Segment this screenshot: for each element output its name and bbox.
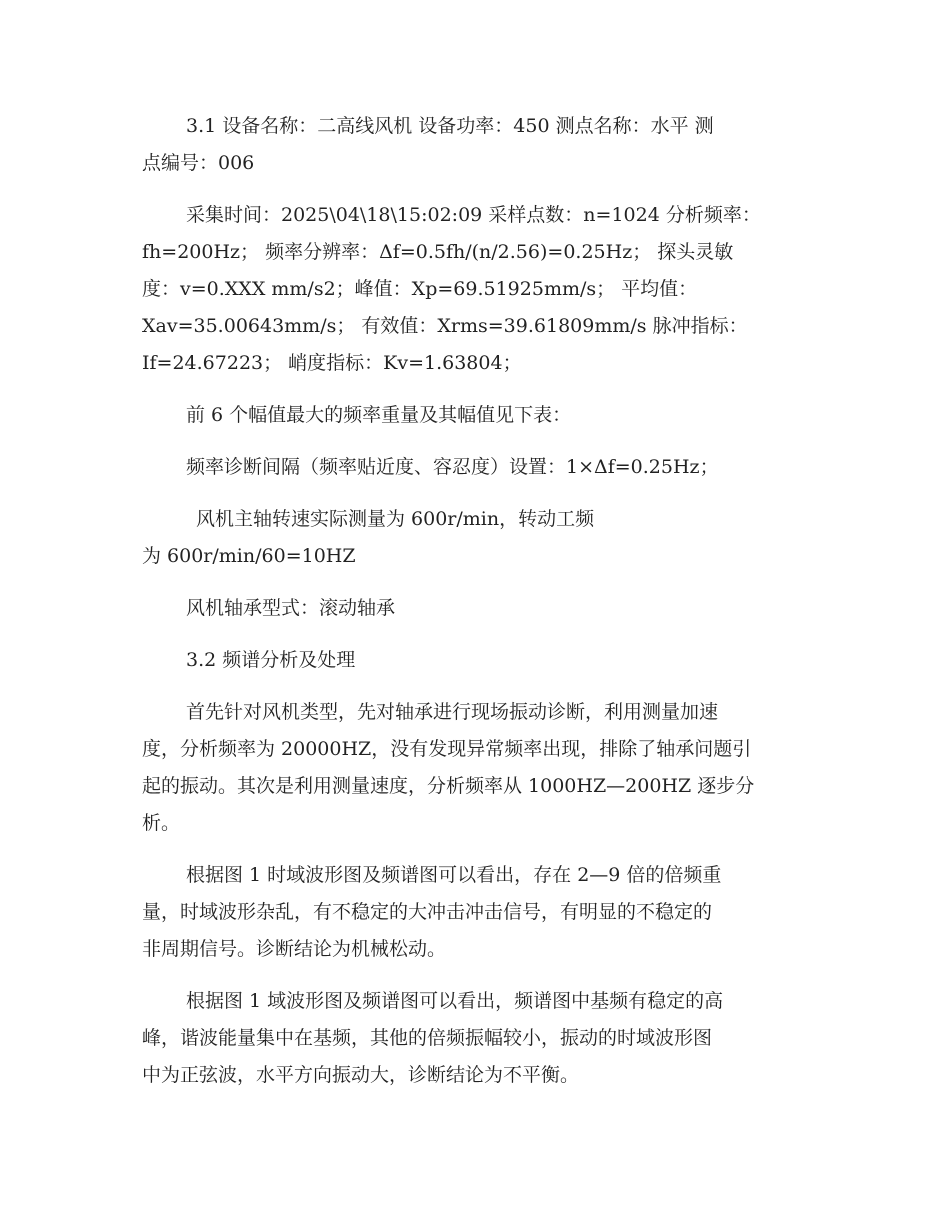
paragraph-equipment-info <box>142 108 810 182</box>
text-line: 首先针对风机类型，先对轴承进行现场振动诊断，利用测量加速 <box>186 701 719 723</box>
text-line: 根据图 1 域波形图及频谱图可以看出，频谱图中基频有稳定的高 <box>186 990 724 1012</box>
text-line: 峰，谐波能量集中在基频，其他的倍频振幅较小，振动的时域波形图 <box>142 1027 713 1049</box>
text-line: 频率诊断间隔（频率贴近度、容忍度）设置：1×Δf=0.25Hz； <box>186 456 719 478</box>
document-body <box>142 108 810 1109</box>
paragraph-diagnosis-interval <box>142 449 810 486</box>
text-line: 非周期信号。诊断结论为机械松动。 <box>142 938 447 960</box>
text-line: fh=200Hz； 频率分辨率：Δf=0.5fh/(n/2.56)=0.25Hz； 探头灵敏 <box>142 241 734 263</box>
text-line: 3.2 频谱分析及处理 <box>186 649 356 671</box>
text-line: 点编号：006 <box>142 152 255 174</box>
text-line: 前 6 个幅值最大的频率重量及其幅值见下表： <box>186 404 572 426</box>
paragraph-top-frequencies <box>142 397 810 434</box>
text-line: 风机轴承型式：滚动轴承 <box>186 597 396 619</box>
text-line: 风机主轴转速实际测量为 600r/min，转动工频 <box>196 508 595 530</box>
text-line: 起的振动。其次是利用测量速度，分析频率从 1000HZ—200HZ 逐步分 <box>142 775 755 797</box>
text-line: 析。 <box>142 812 181 834</box>
paragraph-bearing-type <box>142 590 810 627</box>
text-line: Xav=35.00643mm/s； 有效值：Xrms=39.61809mm/s 脉冲指标： <box>142 315 748 337</box>
text-line: 度：v=0.XXX mm/s2；峰值：Xp=69.51925mm/s； 平均值： <box>142 278 698 300</box>
text-line: 中为正弦波，水平方向振动大，诊断结论为不平衡。 <box>142 1064 580 1086</box>
section-heading-spectrum-analysis <box>142 642 810 679</box>
paragraph-measurement-params <box>142 197 810 382</box>
paragraph-shaft-speed <box>142 501 810 575</box>
text-line: 量，时域波形杂乱，有不稳定的大冲击冲击信号，有明显的不稳定的 <box>142 901 713 923</box>
text-line: 3.1 设备名称：二高线风机 设备功率：450 测点名称：水平 测 <box>186 115 714 137</box>
text-line: 度，分析频率为 20000HZ，没有发现异常频率出现，排除了轴承问题引 <box>142 738 752 760</box>
paragraph-looseness-diagnosis <box>142 857 810 968</box>
text-line: 采集时间：2025\04\18\15:02:09 采样点数：n=1024 分析频率： <box>186 204 761 226</box>
text-line: 为 600r/min/60=10HZ <box>142 545 356 567</box>
paragraph-bearing-diagnosis <box>142 694 810 842</box>
text-line: 根据图 1 时域波形图及频谱图可以看出，存在 2—9 倍的倍频重 <box>186 864 722 886</box>
text-line: If=24.67223； 峭度指标：Kv=1.63804； <box>142 352 522 374</box>
paragraph-imbalance-diagnosis <box>142 983 810 1094</box>
